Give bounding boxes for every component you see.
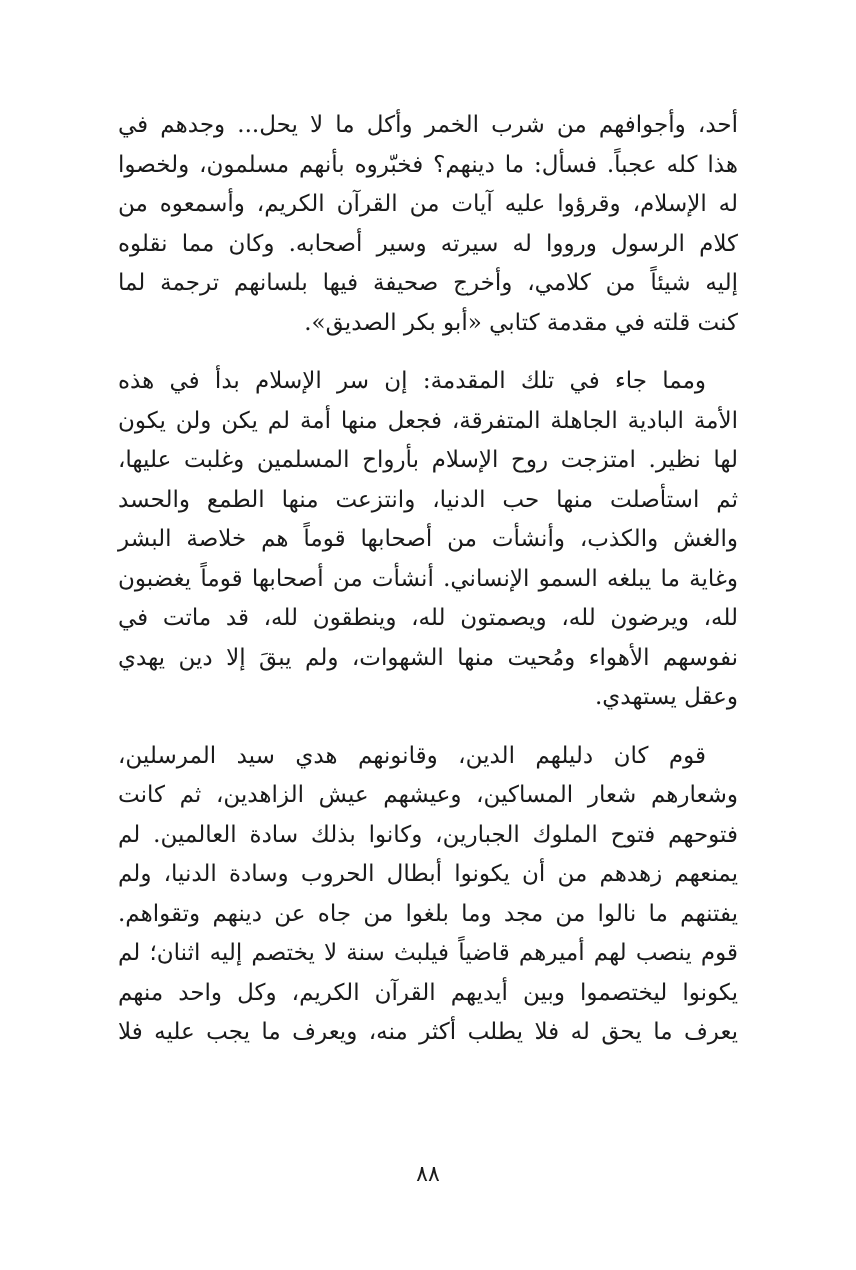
text-line: والغش والكذب، وأنشأت من أصحابها قوماً هم خلاصة البشر	[118, 526, 738, 552]
paragraph-1	[118, 106, 738, 343]
body-text	[118, 106, 738, 1053]
text-line: كنت قلته في مقدمة كتابي «أبو بكر الصديق».	[304, 309, 738, 336]
text-line: هذا كله عجباً. فسأل: ما دينهم؟ فخبّروه بأنهم مسلمون، ولخصوا	[118, 151, 738, 178]
text-line: قوم ينصب لهم أميرهم قاضياً فيلبث سنة لا يختصم إليه اثنان؛ لم	[118, 940, 738, 966]
text-line: يكونوا ليختصموا وبين أيديهم القرآن الكريم، وكل واحد منهم	[118, 979, 738, 1006]
text-line: قوم كان دليلهم الدين، وقانونهم هدي سيد المرسلين،	[118, 742, 706, 769]
text-line: نفوسهم الأهواء ومُحيت منها الشهوات، ولم يبقَ إلا دين يهدي	[118, 644, 738, 671]
text-line: كلام الرسول ورووا له سيرته وسير أصحابه. وكان مما نقلوه	[118, 230, 738, 257]
text-line: له الإسلام، وقرؤوا عليه آيات من القرآن الكريم، وأسمعوه من	[118, 191, 738, 217]
text-line: الأمة البادية الجاهلة المتفرقة، فجعل منها أمة لم يكن ولن يكون	[118, 407, 738, 434]
text-line: يمنعهم زهدهم من أن يكونوا أبطال الحروب وسادة الدنيا، ولم	[118, 861, 738, 887]
text-line: لها نظير. امتزجت روح الإسلام بأرواح المسلمين وغلبت عليها،	[118, 447, 738, 473]
text-line: يعرف ما يحق له فلا يطلب أكثر منه، ويعرف ما يجب عليه فلا	[118, 1019, 738, 1045]
text-line: أحد، وأجوافهم من شرب الخمر وأكل ما لا يحل... وجدهم في	[118, 112, 738, 138]
text-line: وعقل يستهدي.	[594, 684, 738, 710]
text-line: فتوحهم فتوح الملوك الجبارين، وكانوا بذلك سادة العالمين. لم	[118, 821, 738, 848]
text-line: إليه شيئاً من كلامي، وأخرج صحيفة فيها بلسانهم ترجمة لما	[118, 270, 738, 296]
text-line: ثم استأصلت منها حب الدنيا، وانتزعت منها الطمع والحسد	[118, 486, 738, 513]
page-number: ٨٨	[416, 1162, 440, 1187]
paragraph-3	[118, 737, 738, 1053]
text-line: وشعارهم شعار المساكين، وعيشهم عيش الزاهدين، ثم كانت	[118, 782, 738, 808]
text-line: وغاية ما يبلغه السمو الإنساني. أنشأت من أصحابها قوماً يغضبون	[118, 565, 738, 592]
text-line: يفتنهم ما نالوا من مجد وما بلغوا من جاه عن دينهم وتقواهم.	[118, 900, 738, 927]
paragraph-2	[118, 362, 738, 718]
text-line: ومما جاء في تلك المقدمة: إن سر الإسلام بدأ في هذه	[118, 368, 706, 394]
text-line: لله، ويرضون لله، ويصمتون لله، وينطقون لله، قد ماتت في	[118, 605, 738, 631]
